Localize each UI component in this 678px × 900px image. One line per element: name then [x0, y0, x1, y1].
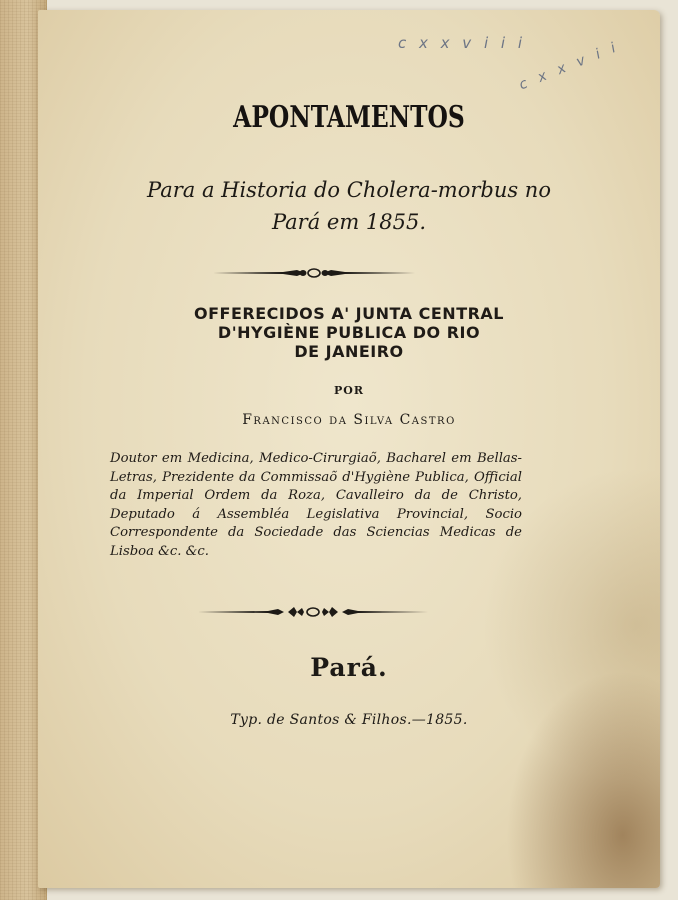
dedication-line-3: DE JANEIRO: [294, 342, 404, 361]
dedication-block: [38, 304, 660, 361]
by-label: POR: [334, 384, 364, 397]
book-title: APONTAMENTOS: [233, 100, 465, 135]
title-page: [38, 10, 660, 888]
publication-place: Pará.: [310, 653, 388, 682]
pencil-catalog-mark: c x x v i i i: [398, 34, 526, 52]
subtitle-line-1: Para a Historia do Cholera-morbus no: [147, 178, 551, 202]
subtitle-line-2: Pará em 1855.: [271, 210, 427, 234]
pencil-catalog-mark-secondary: c x x v i i: [516, 38, 622, 94]
author-credentials: Doutor em Medicina, Medico-Cirurgiaõ, Bacharel em Bellas-Letras, Prezidente da Commissaõ d'Hygiène Publica, Official da Imperial Ordem da Roza, Cavalleiro da de Christo, Deputado á Assembléa Legislativa Provincial, Socio Correspondente da Sociedade das Sciencias Medicas de Lisboa &c. &c.: [110, 451, 522, 559]
ornament-divider-bottom: [198, 605, 428, 619]
book-subtitle: [38, 174, 660, 238]
author-name: Francisco da Silva Castro: [242, 412, 456, 428]
ornament-divider-top: [213, 266, 415, 280]
printer-imprint: Typ. de Santos & Filhos.—1855.: [230, 712, 468, 728]
dedication-line-1: OFFERECIDOS A' JUNTA CENTRAL: [194, 304, 504, 323]
dedication-line-2: D'HYGIÈNE PUBLICA DO RIO: [217, 323, 481, 342]
